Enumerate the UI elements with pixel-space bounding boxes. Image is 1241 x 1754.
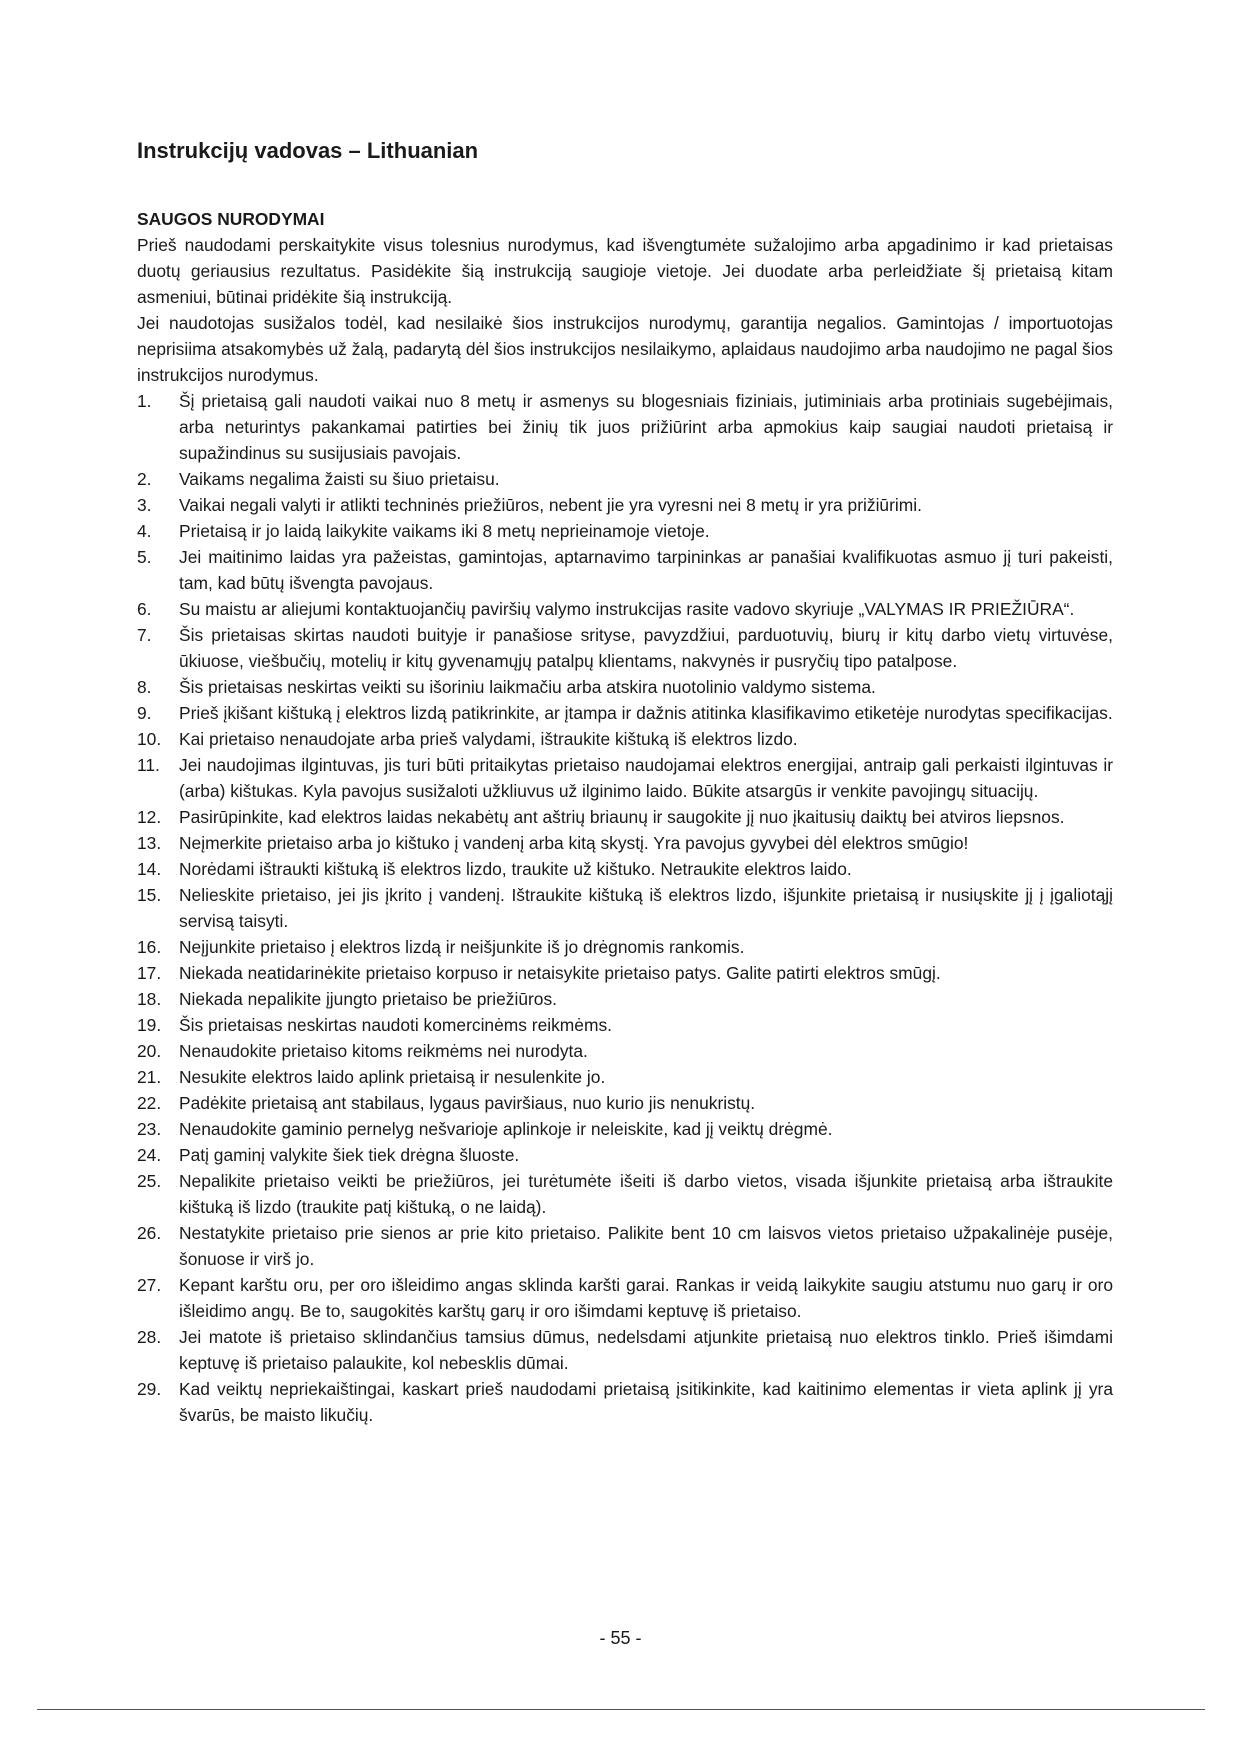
rule-text: Patį gaminį valykite šiek tiek drėgna šluoste. bbox=[179, 1145, 520, 1165]
rule-number: 23. bbox=[137, 1119, 162, 1139]
rule-text: Niekada nepalikite įjungto prietaiso be priežiūros. bbox=[179, 989, 557, 1009]
rule-text: Su maistu ar aliejumi kontaktuojančių paviršių valymo instrukcijas rasite vadovo skyriuje „VALYMAS IR PRIEŽIŪRA“. bbox=[179, 599, 1075, 619]
safety-rule bbox=[137, 960, 1113, 986]
rule-number: 17. bbox=[137, 963, 162, 983]
safety-rule bbox=[137, 1142, 1113, 1168]
rule-number: 2. bbox=[137, 469, 152, 489]
safety-rule bbox=[137, 856, 1113, 882]
rule-number: 1. bbox=[137, 391, 152, 411]
safety-rule bbox=[137, 1324, 1113, 1376]
rule-text: Šis prietaisas skirtas naudoti buityje ir panašiose srityse, pavyzdžiui, parduotuvių, biurų ir kitų darbo vietų virtuvėse, ūkiuose, viešbučių, motelių ir kitų gyvenamųjų patalpų klientams, nakvynės ir pusryčių tipo patalpose. bbox=[179, 625, 1113, 671]
safety-rule bbox=[137, 1038, 1113, 1064]
safety-rule bbox=[137, 518, 1113, 544]
safety-rule bbox=[137, 882, 1113, 934]
safety-rule bbox=[137, 1376, 1113, 1428]
rule-text: Pasirūpinkite, kad elektros laidas nekabėtų ant aštrių briaunų ir saugokite jį nuo įkaitusių daiktų bei atviros liepsnos. bbox=[179, 807, 1065, 827]
safety-rule bbox=[137, 544, 1113, 596]
rule-number: 14. bbox=[137, 859, 162, 879]
page-number: - 55 - bbox=[599, 1628, 642, 1648]
safety-rule bbox=[137, 986, 1113, 1012]
safety-rule bbox=[137, 1272, 1113, 1324]
safety-rule bbox=[137, 830, 1113, 856]
rule-text: Nelieskite prietaiso, jei jis įkrito į vandenį. Ištraukite kištuką iš elektros lizdo, išjunkite prietaisą ir nusiųskite jį į įgaliotąjį servisą taisyti. bbox=[179, 885, 1113, 931]
rule-number: 12. bbox=[137, 807, 162, 827]
rule-number: 19. bbox=[137, 1015, 162, 1035]
safety-rule bbox=[137, 1064, 1113, 1090]
safety-rule bbox=[137, 804, 1113, 830]
rule-number: 6. bbox=[137, 599, 152, 619]
safety-rule bbox=[137, 492, 1113, 518]
rule-text: Nesukite elektros laido aplink prietaisą ir nesulenkite jo. bbox=[179, 1067, 606, 1087]
rule-text: Niekada neatidarinėkite prietaiso korpuso ir netaisykite prietaiso patys. Galite patirti elektros smūgį. bbox=[179, 963, 941, 983]
rule-number: 21. bbox=[137, 1067, 162, 1087]
rule-text: Vaikai negali valyti ir atlikti techninės priežiūros, nebent jie yra vyresni nei 8 metų ir yra prižiūrimi. bbox=[179, 495, 922, 515]
rule-number: 26. bbox=[137, 1223, 162, 1243]
intro-paragraph: Jei naudotojas susižalos todėl, kad nesilaikė šios instrukcijos nurodymų, garantija negalios. Gamintojas / importuotojas neprisiima atsakomybės už žalą, padarytą dėl šios instrukcijos nesilaikymo, aplaidaus naudojimo arba naudojimo ne pagal šios instrukcijos nurodymus. bbox=[137, 313, 1113, 385]
rule-number: 8. bbox=[137, 677, 152, 697]
rule-text: Jei maitinimo laidas yra pažeistas, gamintojas, aptarnavimo tarpininkas ar panašiai kvalifikuotas asmuo jį turi pakeisti, tam, kad būtų išvengta pavojaus. bbox=[179, 547, 1113, 593]
intro-paragraph: Prieš naudodami perskaitykite visus tolesnius nurodymus, kad išvengtumėte sužalojimo arba apgadinimo ir kad prietaisas duotų geriausius rezultatus. Pasidėkite šią instrukciją saugioje vietoje. Jei duodate arba perleidžiate šį prietaisą kitam asmeniui, būtinai pridėkite šią instrukciją. bbox=[137, 235, 1113, 307]
rule-text: Nenaudokite gaminio pernelyg nešvarioje aplinkoje ir neleiskite, kad jį veiktų drėgmė. bbox=[179, 1119, 833, 1139]
safety-rule bbox=[137, 1090, 1113, 1116]
safety-rule bbox=[137, 1012, 1113, 1038]
rule-number: 29. bbox=[137, 1379, 162, 1399]
safety-rule bbox=[137, 752, 1113, 804]
rule-number: 7. bbox=[137, 625, 152, 645]
rule-number: 9. bbox=[137, 703, 152, 723]
rule-text: Kad veiktų nepriekaištingai, kaskart prieš naudodami prietaisą įsitikinkite, kad kaitinimo elementas ir vieta aplink jį yra švarūs, be maisto likučių. bbox=[179, 1379, 1113, 1425]
safety-rule bbox=[137, 1168, 1113, 1220]
rule-text: Jei naudojimas ilgintuvas, jis turi būti pritaikytas prietaiso naudojamai elektros energijai, antraip gali perkaisti ilgintuvas ir (arba) kištukas. Kyla pavojus susižaloti užkliuvus už ilginimo laido. Būkite atsargūs ir venkite pavojingų situacijų. bbox=[179, 755, 1113, 801]
safety-rule bbox=[137, 674, 1113, 700]
rule-text: Nenaudokite prietaiso kitoms reikmėms nei nurodyta. bbox=[179, 1041, 588, 1061]
rule-number: 27. bbox=[137, 1275, 162, 1295]
rule-text: Šis prietaisas neskirtas naudoti komercinėms reikmėms. bbox=[179, 1015, 612, 1035]
rule-number: 22. bbox=[137, 1093, 162, 1113]
rule-number: 3. bbox=[137, 495, 152, 515]
rule-number: 11. bbox=[137, 755, 160, 775]
rule-text: Nepalikite prietaiso veikti be priežiūros, jei turėtumėte išeiti iš darbo vietos, visada išjunkite prietaisą arba ištraukite kištuką iš lizdo (traukite patį kištuką, o ne laidą). bbox=[179, 1171, 1113, 1217]
rule-number: 25. bbox=[137, 1171, 162, 1191]
section-heading: SAUGOS NURODYMAI bbox=[137, 209, 325, 229]
rule-text: Šis prietaisas neskirtas veikti su išoriniu laikmačiu arba atskira nuotolinio valdymo sistema. bbox=[179, 677, 876, 697]
rule-number: 20. bbox=[137, 1041, 162, 1061]
rule-text: Neįmerkite prietaiso arba jo kištuko į vandenį arba kitą skystį. Yra pavojus gyvybei dėl elektros smūgio! bbox=[179, 833, 969, 853]
rule-number: 5. bbox=[137, 547, 152, 567]
rule-number: 16. bbox=[137, 937, 162, 957]
safety-rule bbox=[137, 1220, 1113, 1272]
rule-text: Šį prietaisą gali naudoti vaikai nuo 8 metų ir asmenys su blogesniais fiziniais, jutiminiais arba protiniais sugebėjimais, arba neturintys pakankamai patirties bei žinių tik juos prižiūrint arba apmokius kaip saugiai naudoti prietaisą ir supažindinus su susijusiais pavojais. bbox=[179, 391, 1113, 463]
safety-rule bbox=[137, 622, 1113, 674]
rule-text: Jei matote iš prietaiso sklindančius tamsius dūmus, nedelsdami atjunkite prietaisą nuo elektros tinklo. Prieš išimdami keptuvę iš prietaiso palaukite, kol nebesklis dūmai. bbox=[179, 1327, 1113, 1373]
rule-number: 13. bbox=[137, 833, 162, 853]
rule-text: Kai prietaiso nenaudojate arba prieš valydami, ištraukite kištuką iš elektros lizdo. bbox=[179, 729, 798, 749]
rule-number: 10. bbox=[137, 729, 162, 749]
safety-rule bbox=[137, 1116, 1113, 1142]
safety-rule bbox=[137, 934, 1113, 960]
document-title: Instrukcijų vadovas – Lithuanian bbox=[137, 138, 479, 163]
rule-number: 15. bbox=[137, 885, 162, 905]
rule-text: Nestatykite prietaiso prie sienos ar prie kito prietaiso. Palikite bent 10 cm laisvos vietos prietaiso užpakalinėje pusėje, šonuose ir virš jo. bbox=[179, 1223, 1113, 1269]
footer-divider bbox=[37, 1709, 1205, 1710]
safety-rule bbox=[137, 700, 1113, 726]
rule-text: Vaikams negalima žaisti su šiuo prietaisu. bbox=[179, 469, 500, 489]
rule-text: Norėdami ištraukti kištuką iš elektros lizdo, traukite už kištuko. Netraukite elektros laido. bbox=[179, 859, 852, 879]
rule-text: Prietaisą ir jo laidą laikykite vaikams iki 8 metų neprieinamoje vietoje. bbox=[179, 521, 710, 541]
safety-rule bbox=[137, 726, 1113, 752]
safety-rule bbox=[137, 388, 1113, 466]
rule-number: 28. bbox=[137, 1327, 162, 1347]
rule-text: Prieš įkišant kištuką į elektros lizdą patikrinkite, ar įtampa ir dažnis atitinka klasifikavimo etiketėje nurodytas specifikacijas. bbox=[179, 703, 1113, 723]
rule-number: 4. bbox=[137, 521, 152, 541]
safety-rule bbox=[137, 596, 1113, 622]
document-content bbox=[137, 206, 1113, 1428]
rule-text: Neįjunkite prietaiso į elektros lizdą ir neišjunkite iš jo drėgnomis rankomis. bbox=[179, 937, 745, 957]
rule-text: Padėkite prietaisą ant stabilaus, lygaus paviršiaus, nuo kurio jis nenukristų. bbox=[179, 1093, 756, 1113]
rule-number: 24. bbox=[137, 1145, 162, 1165]
rule-number: 18. bbox=[137, 989, 162, 1009]
safety-rules-list bbox=[137, 388, 1113, 1428]
rule-text: Kepant karštu oru, per oro išleidimo angas sklinda karšti garai. Rankas ir veidą laikykite saugiu atstumu nuo garų ir oro išleidimo angų. Be to, saugokitės karštų garų ir oro išimdami keptuvę iš prietaiso. bbox=[179, 1275, 1113, 1321]
safety-rule bbox=[137, 466, 1113, 492]
